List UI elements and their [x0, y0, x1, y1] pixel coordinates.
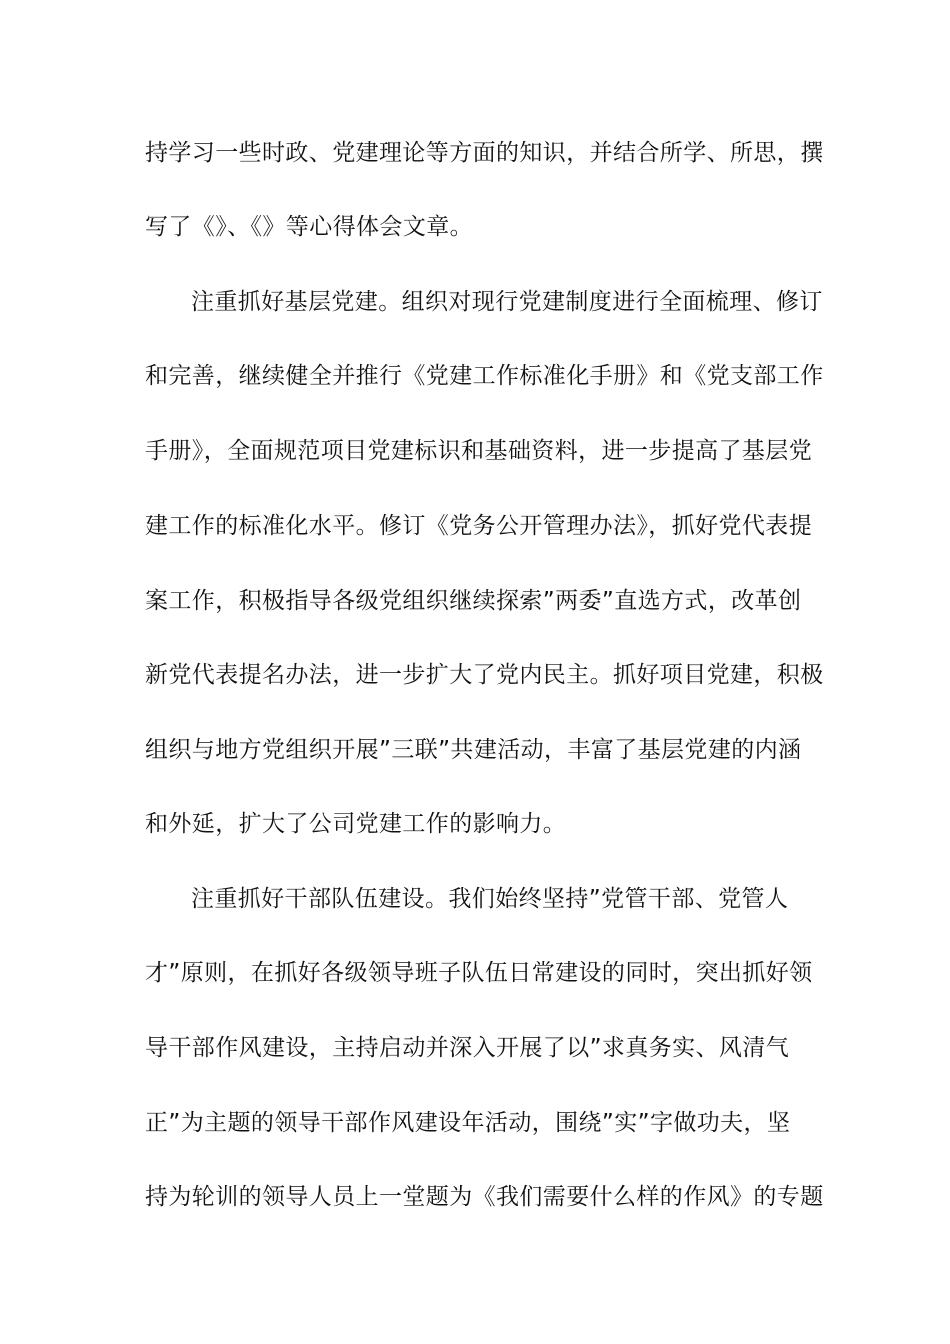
text-line: 手册》，全面规范项目党建标识和基础资料，进一步提高了基层党	[145, 438, 813, 464]
text-line: 组织与地方党组织开展”三联”共建活动，丰富了基层党建的内涵	[145, 737, 802, 763]
text-line: 和完善，继续健全并推行《党建工作标准化手册》和《党支部工作	[145, 363, 824, 389]
text-line: 建工作的标准化水平。修订《党务公开管理办法》，抓好党代表提	[145, 513, 813, 539]
text-line: 正”为主题的领导干部作风建设年活动，围绕”实”字做功夫，坚	[145, 1110, 791, 1136]
paragraph-first-line: 注重抓好干部队伍建设。我们始终坚持”党管干部、党管人	[191, 886, 789, 912]
text-line: 持为轮训的领导人员上一堂题为《我们需要什么样的作风》的专题	[145, 1184, 824, 1210]
text-line: 案工作，积极指导各级党组织继续探索”两委”直选方式，改革创	[145, 588, 802, 614]
text-line: 新党代表提名办法，进一步扩大了党内民主。抓好项目党建，积极	[145, 662, 824, 688]
text-line: 才”原则，在抓好各级领导班子队伍日常建设的同时，突出抓好领	[145, 960, 813, 986]
text-line: 持学习一些时政、党建理论等方面的知识，并结合所学、所思，撰	[145, 140, 824, 166]
text-line: 导干部作风建设，主持启动并深入开展了以”求真务实、风清气	[145, 1035, 790, 1061]
paragraph-first-line: 注重抓好基层党建。组织对现行党建制度进行全面梳理、修订	[191, 289, 823, 315]
text-line: 写了《》、《》等心得体会文章。	[145, 214, 473, 240]
text-line: 和外延，扩大了公司党建工作的影响力。	[145, 811, 567, 837]
